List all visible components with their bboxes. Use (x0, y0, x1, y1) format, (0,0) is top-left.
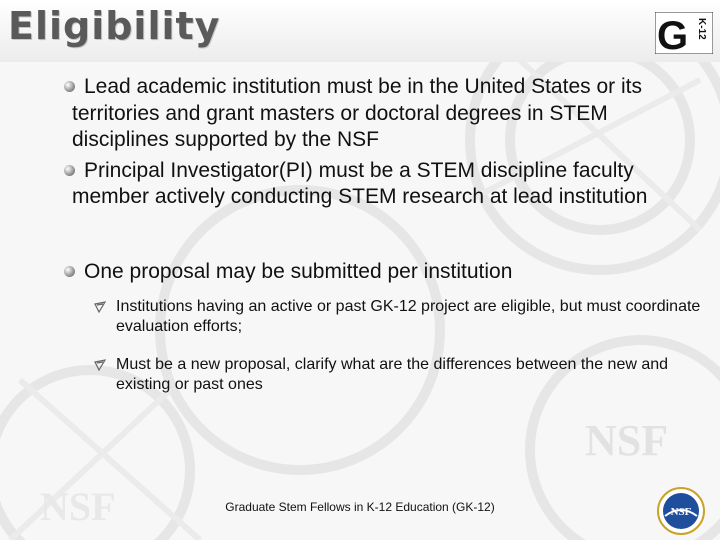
bullet-item (66, 74, 706, 154)
bullet-ball-icon (64, 81, 75, 92)
bullet-text: Principal Investigator(PI) must be a STEM discipline faculty member actively conducting STEM research at lead institution (72, 158, 648, 208)
sub-bullet-text: Must be a new proposal, clarify what are the differences between the new and existing or past ones (116, 356, 669, 393)
bullet-text: One proposal may be submitted per institution (84, 259, 513, 283)
slide-footer: Graduate Stem Fellows in K-12 Education (GK-12) (225, 500, 495, 514)
nsf-watermark-text: NSF (585, 416, 669, 465)
nsf-watermark-text-2: NSF (40, 484, 116, 529)
seal-text: NSF (670, 506, 692, 518)
nsf-seal-icon (656, 486, 706, 536)
bullet-ball-icon (64, 165, 75, 176)
sub-bullet-item (116, 297, 706, 337)
bullet-ball-icon (64, 266, 75, 277)
logo-letter: G (657, 14, 689, 54)
logo-sub: K-12 (696, 18, 707, 40)
slide-title: Eligibility (8, 4, 221, 48)
sub-bullet-icon (94, 359, 106, 371)
bullet-text: Lead academic institution must be in the United States or its territories and grant masters or doctoral degrees in STEM disciplines supported by the NSF (72, 75, 642, 151)
sub-bullet-item (116, 355, 706, 395)
bullet-item (66, 158, 706, 211)
bullet-list (66, 74, 706, 395)
gk12-logo-icon (655, 12, 713, 54)
sub-bullet-icon (94, 301, 106, 313)
bullet-item (66, 259, 706, 286)
sub-bullet-text: Institutions having an active or past GK-12 project are eligible, but must coordinate evaluation efforts; (116, 298, 701, 335)
